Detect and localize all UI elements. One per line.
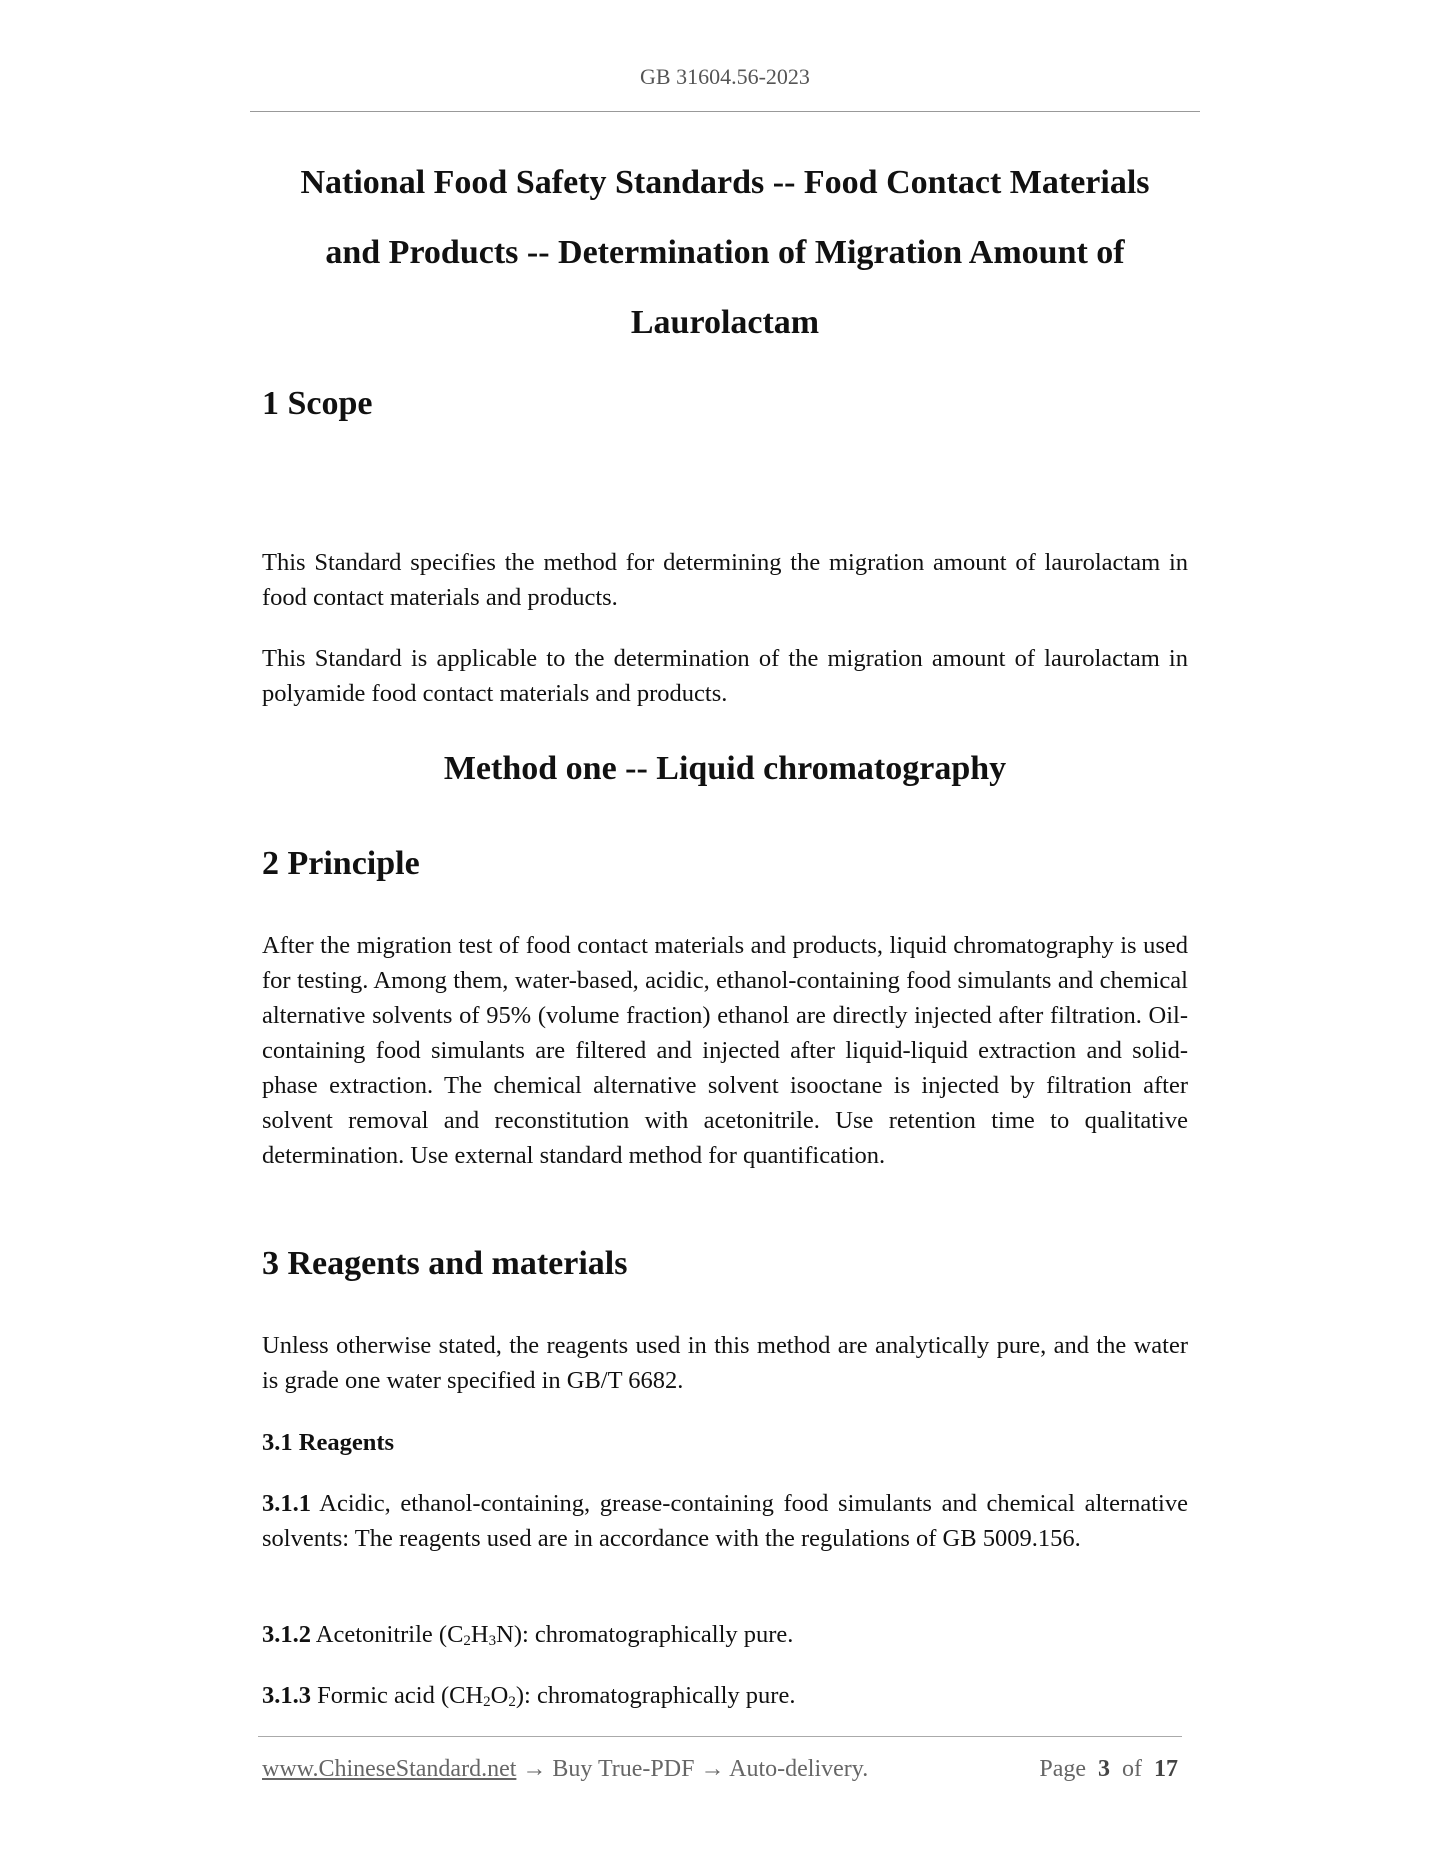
page-indicator (1039, 1756, 1178, 1783)
footer-divider (258, 1736, 1182, 1737)
clause-text: ): chromatographically pure. (515, 1682, 796, 1709)
page-label: Page (1039, 1756, 1086, 1782)
document-title (262, 148, 1188, 358)
clause-text: Acidic, ethanol-containing, grease-containing food simulants and chemical alternative solvents: The reagents used are in accordance with the regulations of GB 5009.156. (262, 1490, 1188, 1552)
section-3-heading: 3 Reagents and materials (262, 1245, 628, 1282)
clause-number: 3.1.3 (262, 1682, 311, 1709)
clause-text: Acetonitrile (C (315, 1621, 464, 1648)
section-3-paragraph: Unless otherwise stated, the reagents used in this method are analytically pure, and the water is grade one water specified in GB/T 6682. (262, 1332, 1188, 1394)
title-line-1: National Food Safety Standards -- Food Contact Materials (300, 164, 1150, 201)
clause-text: O (490, 1682, 509, 1709)
clause-number: 3.1.2 (262, 1621, 311, 1648)
section-2-heading: 2 Principle (262, 845, 420, 882)
subscript: 3 (488, 1633, 497, 1649)
section-2-paragraph: After the migration test of food contact materials and products, liquid chromatography is used for testing. Among them, water-based, acidic, ethanol-containing food simulants and chemical alternative solvents of 95% (volume fraction) ethanol are directly injected after filtration. Oil-containing food simulants are filtered and injected after liquid-liquid extraction and solid-phase extraction. The chemical alternative solvent isooctane is injected by filtration after solvent removal and reconstitution with acetonitrile. Use retention time to qualitative determination. Use external standard method for quantification. (262, 932, 1188, 1169)
subscript: 2 (483, 1694, 491, 1710)
title-line-3: Laurolactam (630, 304, 820, 341)
buy-pdf-text: Buy True-PDF (552, 1756, 695, 1782)
footer-promo (262, 1756, 868, 1783)
clause-number: 3.1.1 (262, 1490, 311, 1517)
subscript: 2 (508, 1694, 516, 1710)
clause-3-1-1 (262, 1486, 1188, 1556)
arrow-right-icon: → (700, 1756, 725, 1782)
title-line-2: and Products -- Determination of Migration Amount of (325, 234, 1125, 271)
clause-3-1-2 (262, 1617, 1188, 1652)
total-pages-number: 17 (1154, 1756, 1178, 1782)
header-divider (250, 111, 1200, 112)
clause-text: H (470, 1621, 489, 1648)
clause-text: Formic acid (CH (317, 1682, 484, 1709)
document-number-header: GB 31604.56-2023 (640, 64, 810, 89)
of-label: of (1122, 1756, 1142, 1782)
method-one-heading: Method one -- Liquid chromatography (443, 750, 1007, 787)
subscript: 2 (463, 1633, 471, 1649)
subsection-3-1-heading: 3.1 Reagents (262, 1429, 395, 1456)
website-link[interactable]: www.ChineseStandard.net (262, 1756, 517, 1782)
clause-3-1-3 (262, 1678, 1188, 1713)
current-page-number: 3 (1098, 1756, 1110, 1782)
section-1-paragraph-1: This Standard specifies the method for determining the migration amount of laurolactam in food contact materials and products. (262, 549, 1188, 611)
section-1-heading: 1 Scope (262, 385, 373, 422)
auto-delivery-text: Auto-delivery. (729, 1756, 869, 1782)
clause-text: N): chromatographically pure. (496, 1621, 794, 1648)
arrow-right-icon: → (522, 1756, 547, 1782)
section-1-paragraph-2: This Standard is applicable to the determination of the migration amount of laurolactam in polyamide food contact materials and products. (262, 645, 1188, 707)
